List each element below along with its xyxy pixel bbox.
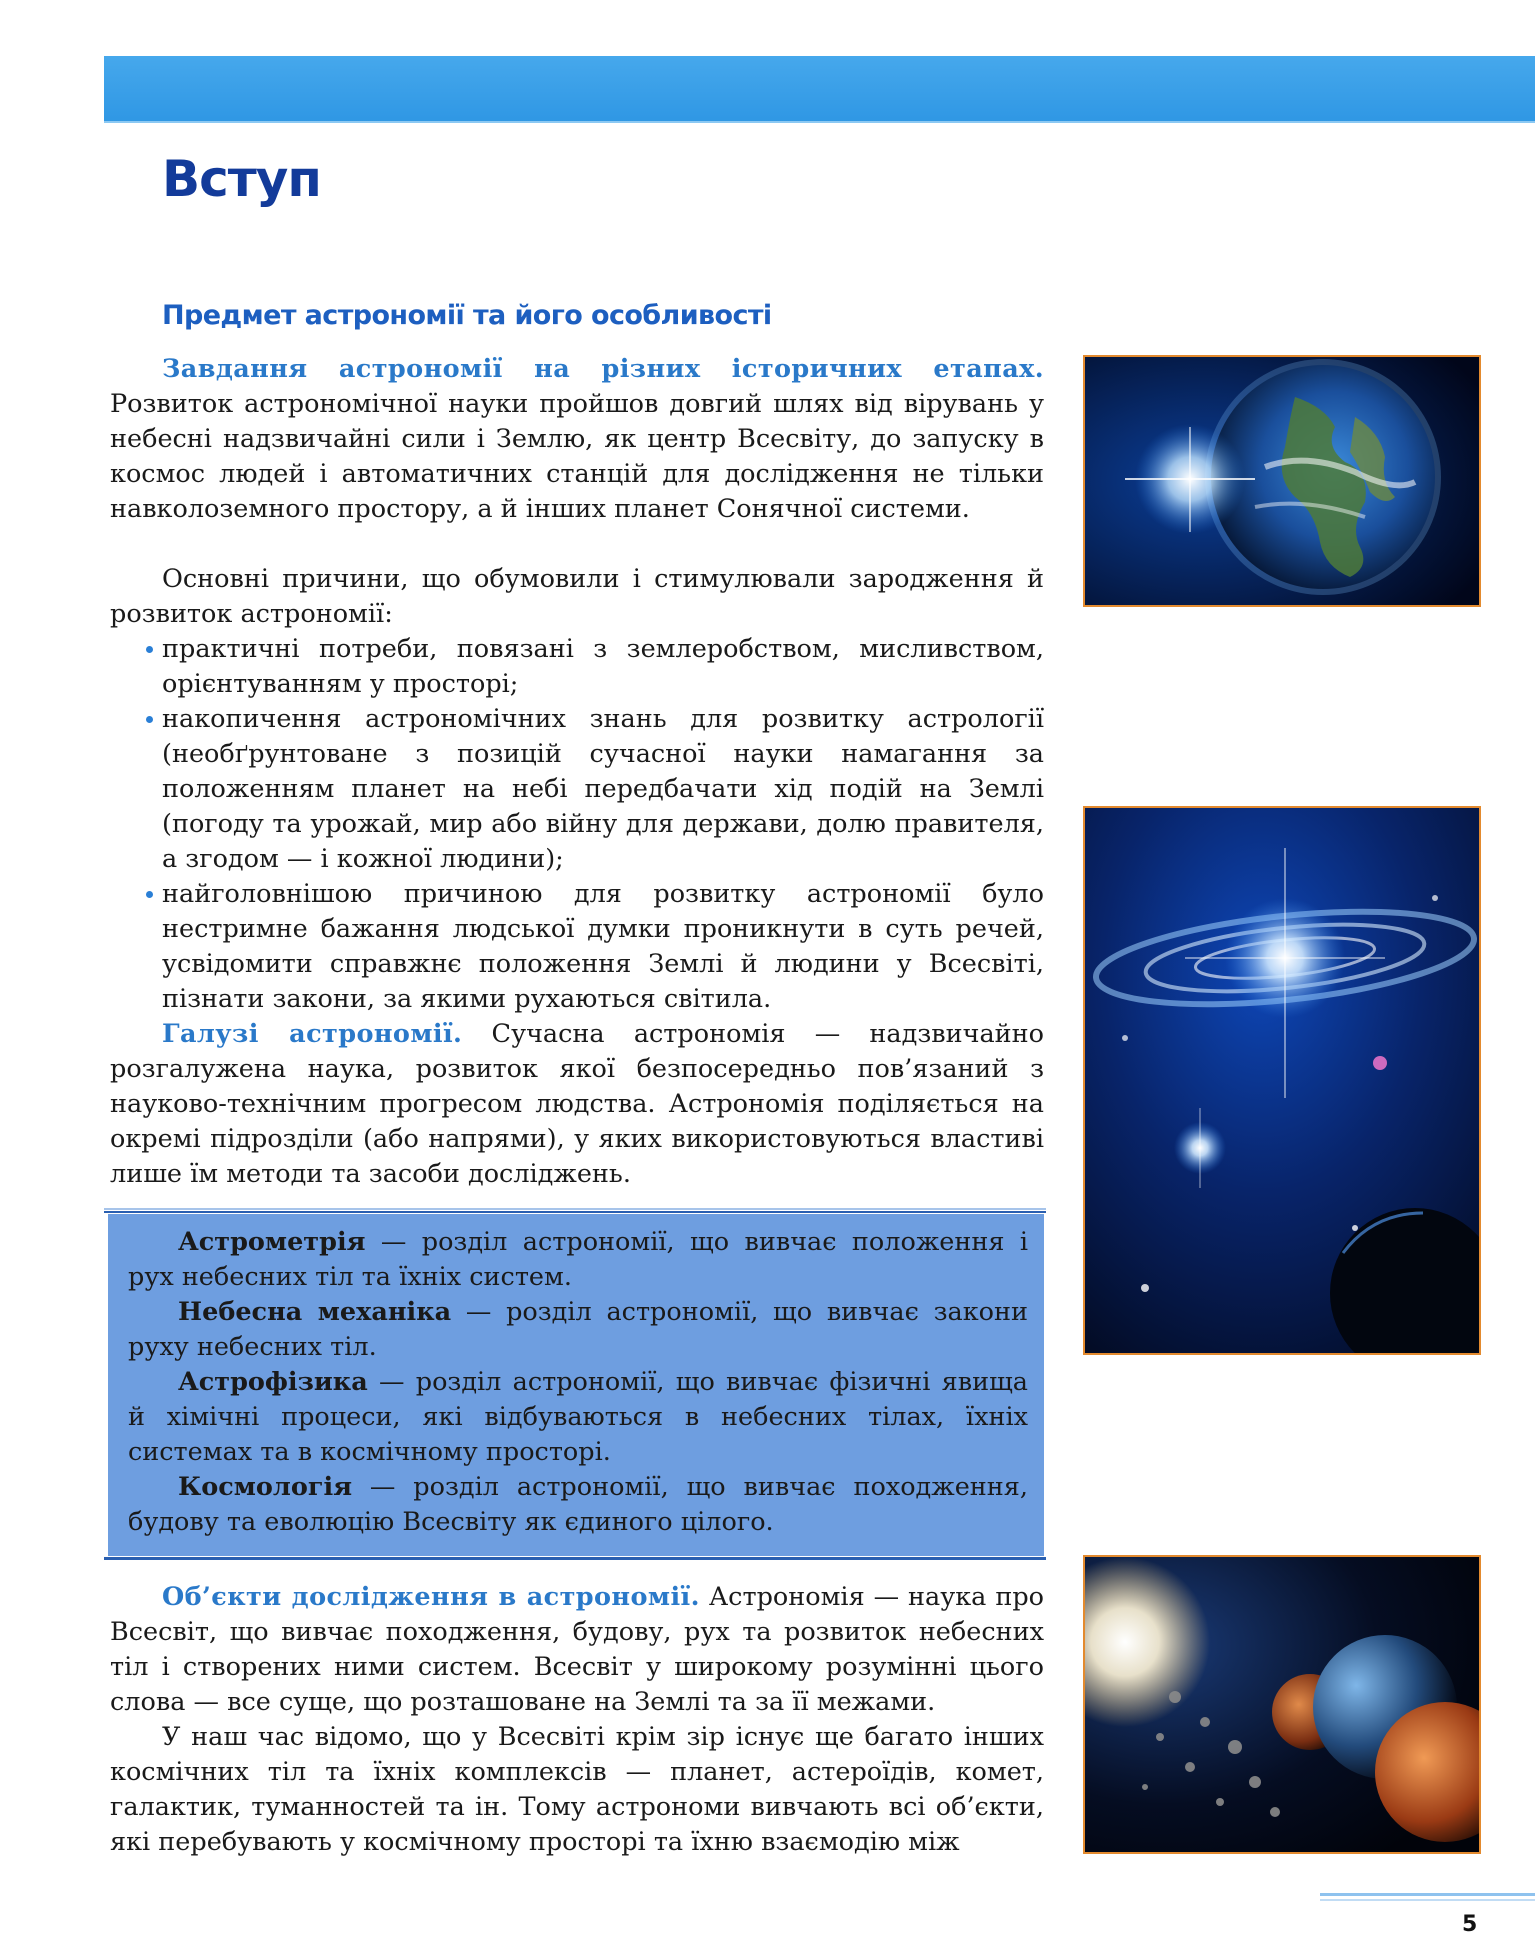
definition-celestial-mechanics [128,1295,1028,1365]
earth-photo [1083,355,1481,607]
footer-rule-secondary [1320,1899,1535,1901]
reasons-list [110,632,1044,1017]
paragraph-universe: У наш час відомо, що у Всесвіті крім зір існує ще багато інших космічних тіл та їхніх комплексів — планет, астероїдів, комет, галактик, туманностей та ін. Тому астрономи вивчають всі об’єкти, які перебувають у космічному просторі та їхню взаємодію між [110,1722,1044,1857]
definition-term: Астрометрія [178,1227,366,1257]
paragraph-lead: Галузі астрономії. [162,1019,463,1049]
definition-astrophysics [128,1365,1028,1470]
bullet-icon [146,646,153,653]
definition-box-shadow [104,1208,1046,1210]
paragraph-tasks [110,352,1044,527]
definition-text: — розділ астрономії, що вивчає закони руху небесних тіл. [128,1297,1028,1362]
list-item-text: найголовнішою причиною для розвитку астрономії було нестримне бажання людської думки проникнути в суть речей, усвідомити справжнє положення Землі й людини у Всесвіті, пізнати закони, за якими рухаються світила. [162,879,1044,1014]
definition-text: — розділ астрономії, що вивчає фізичні явища й хімічні процеси, які відбуваються в небесних тілах, їхніх системах та в космічному просторі. [128,1367,1028,1467]
galaxy-image [1085,808,1479,1353]
section-title: Предмет астрономії та його особливості [162,300,772,331]
definition-term: Космологія [178,1472,353,1502]
paragraph-lead: Об’єкти дослідження в астрономії. [162,1582,700,1612]
galaxy-photo [1083,806,1481,1355]
planets-image [1085,1557,1479,1852]
list-item-text: практичні потреби, повязані з землеробством, мисливством, орієнтуванням у просторі; [162,634,1044,699]
page-number: 5 [1462,1912,1478,1937]
paragraph-body: Астрономія — наука про Всесвіт, що вивчає походження, будову, рух та розвиток небесних тіл і створених ними систем. Всесвіт у широкому розумінні цього слова — все суще, що розташоване на Землі та за її межами. [110,1582,1044,1717]
list-item [110,702,1044,877]
paragraph-body: Розвиток астрономічної науки пройшов довгий шлях від вірувань у небесні надзвичайні сили і Землю, як центр Всесвіту, до запуску в космос людей і автоматичних станцій для дослідження не тільки навколоземного простору, а й інших планет Сонячної системи. [110,389,1044,524]
list-item-text: накопичення астрономічних знань для розвитку астрології (необґрунтоване з позицій сучасної науки намагання за положенням планет на небі передбачати хід подій на Землі (погоду та урожай, мир або війну для держави, долю правителя, а згодом — і кожної людини); [162,704,1044,874]
paragraph-reasons: Основні причини, що обумовили і стимулювали зародження й розвиток астрономії: [110,564,1044,629]
header-band [104,56,1535,122]
definition-text: — розділ астрономії, що вивчає походження, будову та еволюцію Всесвіту як єдиного цілого. [128,1472,1028,1537]
list-item [110,632,1044,702]
definition-astrometry [128,1225,1028,1295]
earth-image [1085,357,1479,605]
paragraph-objects [110,1580,1044,1720]
planets-photo [1083,1555,1481,1854]
definition-box-border-top [104,1211,1046,1213]
footer-rule [1320,1893,1535,1896]
definition-term: Астрофізика [178,1367,368,1397]
paragraph-lead: Завдання астрономії на різних історичних етапах. [162,354,1044,384]
bullet-icon [146,891,153,898]
definition-box-border-bottom [104,1557,1046,1560]
list-item [110,877,1044,1017]
header-band-edge [104,121,1535,123]
definition-text: — розділ астрономії, що вивчає положення і рух небесних тіл та їхніх систем. [128,1227,1028,1292]
bullet-icon [146,716,153,723]
definitions [128,1225,1028,1540]
paragraph-branches [110,1017,1044,1192]
definition-cosmology [128,1470,1028,1540]
paragraph-body: Сучасна астрономія — надзвичайно розгалужена наука, розвиток якої безпосередньо пов’язаний з науково-технічним прогресом людства. Астрономія поділяється на окремі підрозділи (або напрями), у яких використовуються властиві лише їм методи та засоби досліджень. [110,1019,1044,1189]
definition-term: Небесна механіка [178,1297,452,1327]
chapter-title: Вступ [162,150,321,208]
